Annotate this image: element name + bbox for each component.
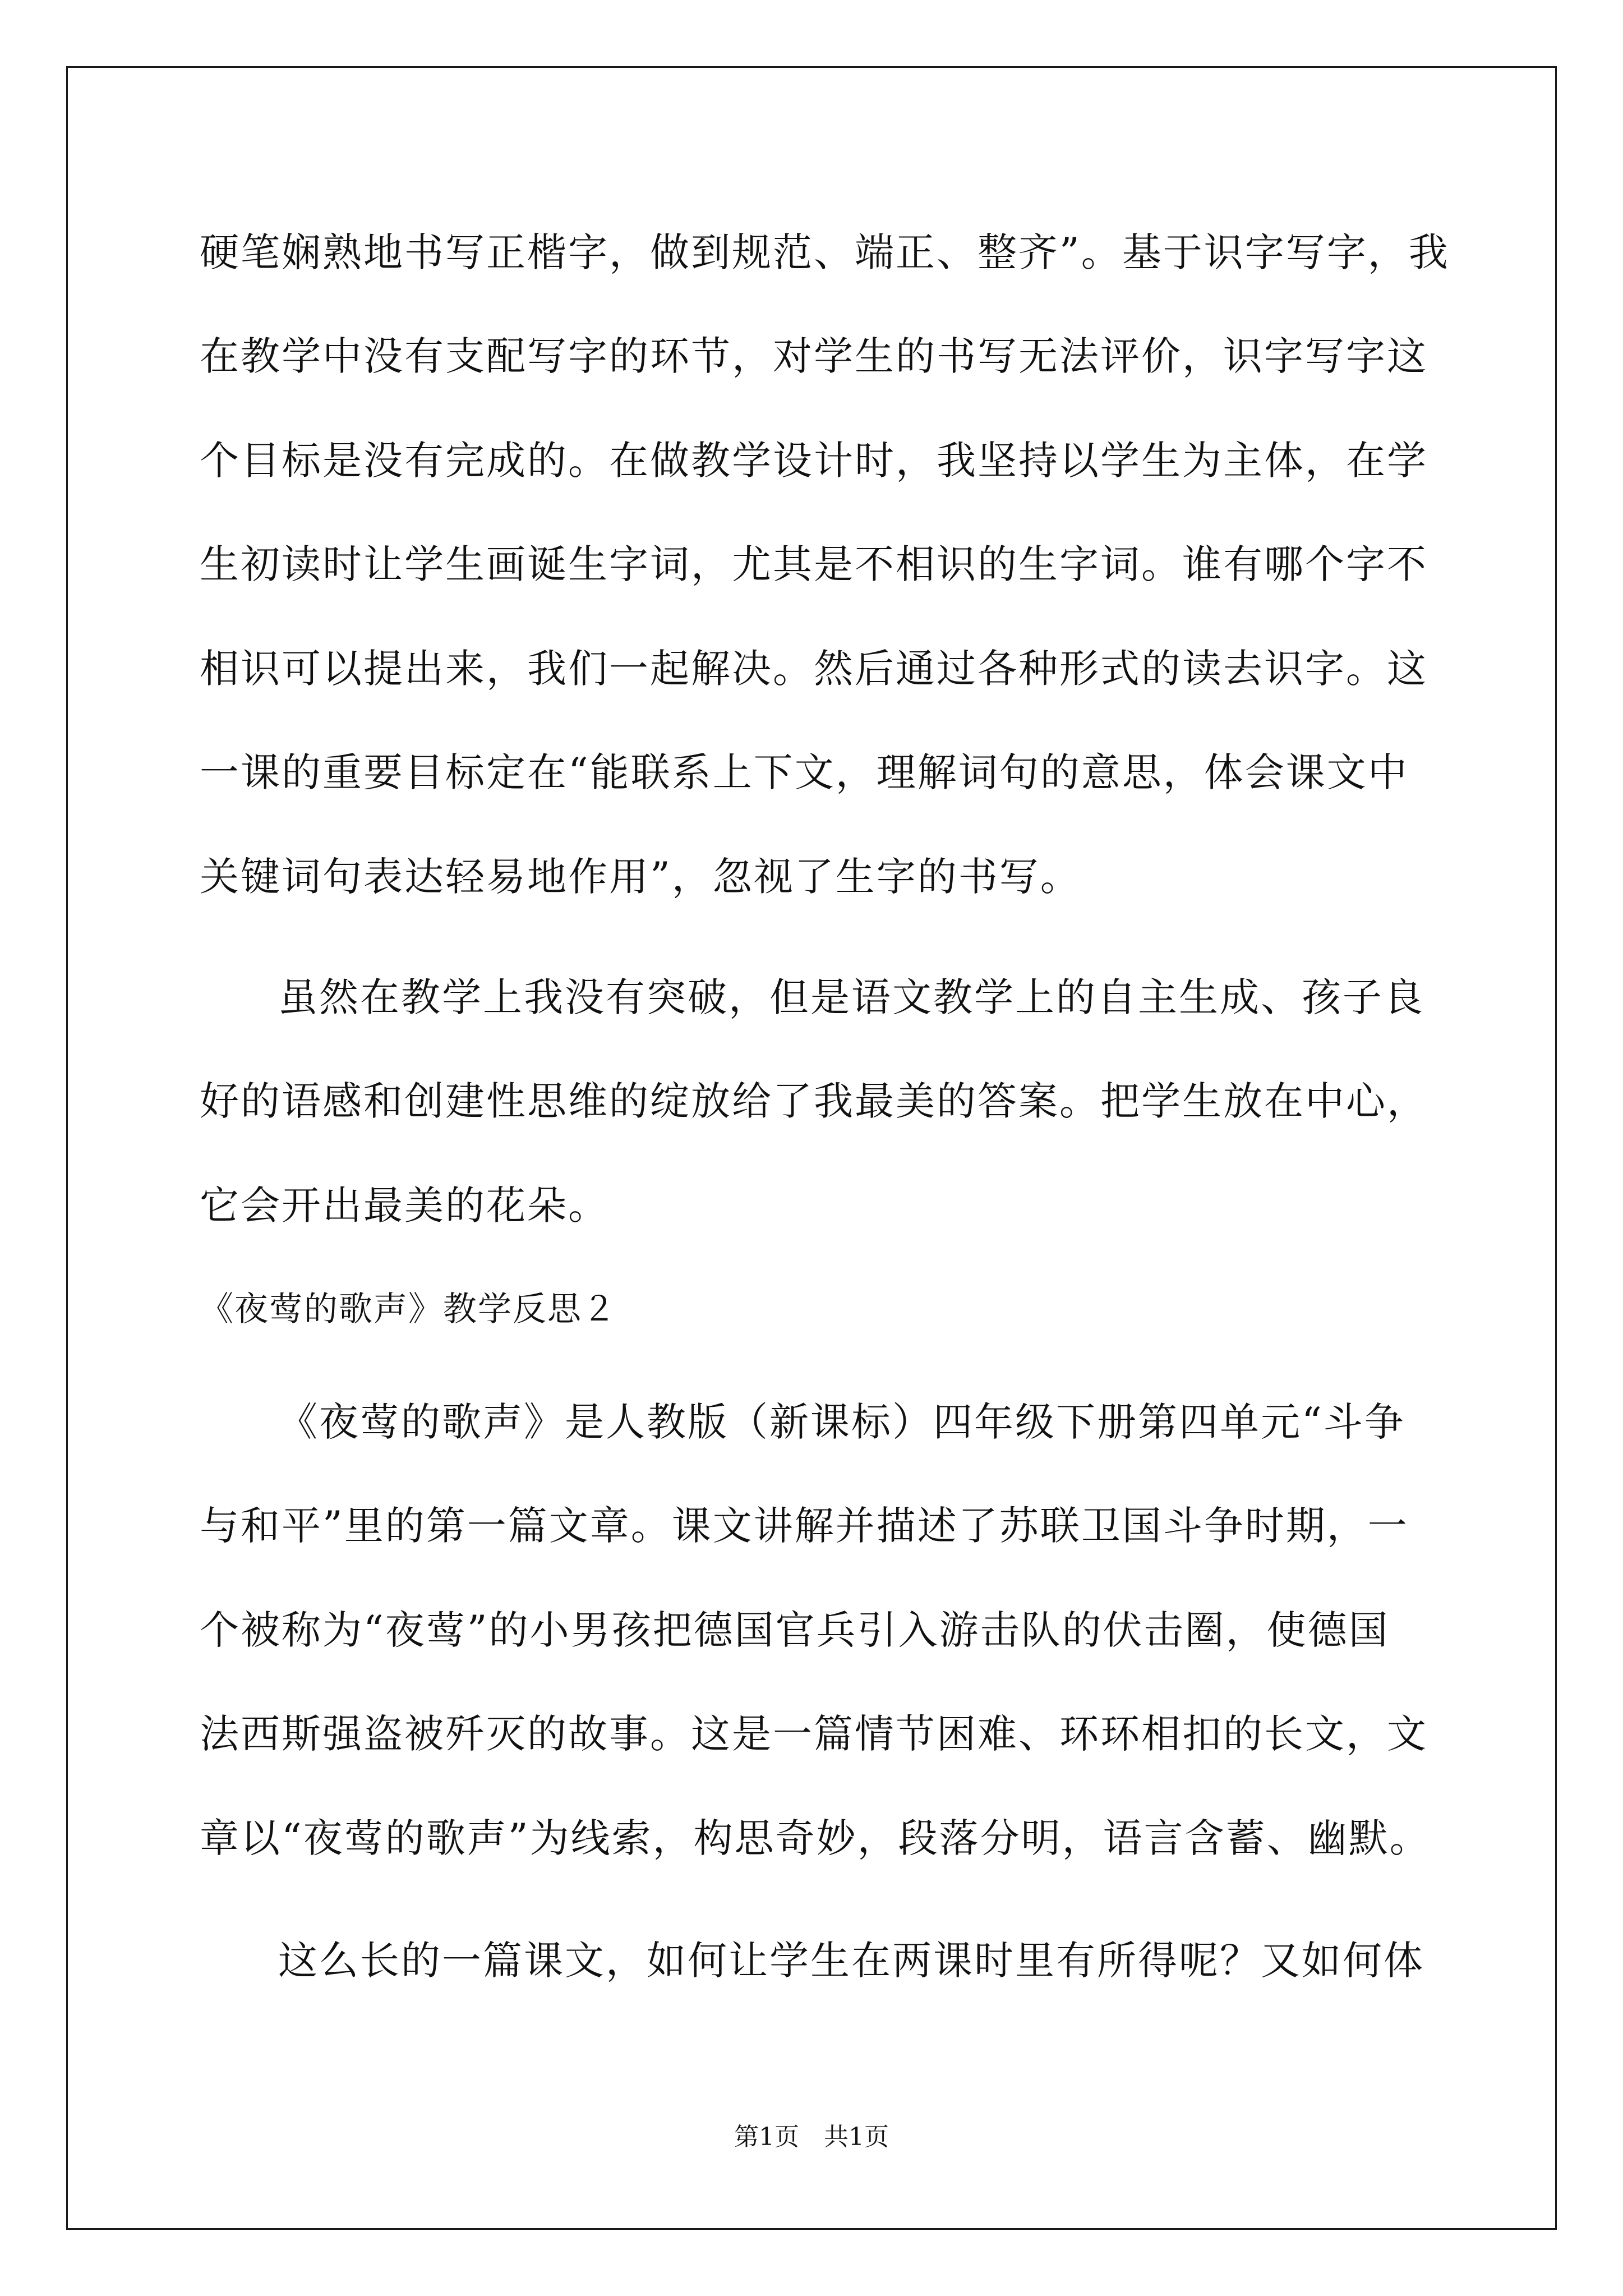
paragraph-first-line: 这么长的一篇课文，如何让学生在两课时里有所得呢？又如何体 xyxy=(278,1938,1424,1984)
body-line: 在教学中没有支配写字的环节，对学生的书写无法评价，识字写字这 xyxy=(200,333,1428,379)
body-line: 一课的重要目标定在“能联系上下文，理解词句的意思，体会课文中 xyxy=(200,749,1409,795)
body-line: 个目标是没有完成的。在做教学设计时，我坚持以学生为主体，在学 xyxy=(200,438,1428,484)
body-line: 它会开出最美的花朵。 xyxy=(200,1182,609,1228)
page-border xyxy=(66,66,1557,2230)
body-line: 相识可以提出来，我们一起解决。然后通过各种形式的读去识字。这 xyxy=(200,646,1428,692)
section-heading: 《夜莺的歌声》教学反思２ xyxy=(200,1290,617,1329)
body-line: 关键词句表达轻易地作用”，忽视了生字的书写。 xyxy=(200,854,1081,900)
paragraph-first-line: 虽然在教学上我没有突破，但是语文教学上的自主生成、孩子良 xyxy=(278,974,1424,1020)
body-line: 硬笔娴熟地书写正楷字，做到规范、端正、整齐”。基于识字写字，我 xyxy=(200,229,1450,275)
body-line: 与和平”里的第一篇文章。课文讲解并描述了苏联卫国斗争时期，一 xyxy=(200,1503,1409,1549)
body-line: 好的语感和创建性思维的绽放给了我最美的答案。把学生放在中心， xyxy=(200,1078,1428,1124)
body-line: 章以“夜莺的歌声”为线索，构思奇妙，段落分明，语言含蓄、幽默。 xyxy=(200,1815,1431,1861)
page-footer: 第1页 共1页 xyxy=(734,2123,889,2151)
body-line: 个被称为“夜莺”的小男孩把德国官兵引入游击队的伏击圈，使德国 xyxy=(200,1607,1390,1653)
body-line: 生初读时让学生画诞生字词，尤其是不相识的生字词。谁有哪个字不 xyxy=(200,541,1428,587)
body-line: 法西斯强盗被歼灭的故事。这是一篇情节困难、环环相扣的长文，文 xyxy=(200,1711,1428,1757)
paragraph-first-line: 《夜莺的歌声》是人教版（新课标）四年级下册第四单元“斗争 xyxy=(278,1399,1405,1445)
